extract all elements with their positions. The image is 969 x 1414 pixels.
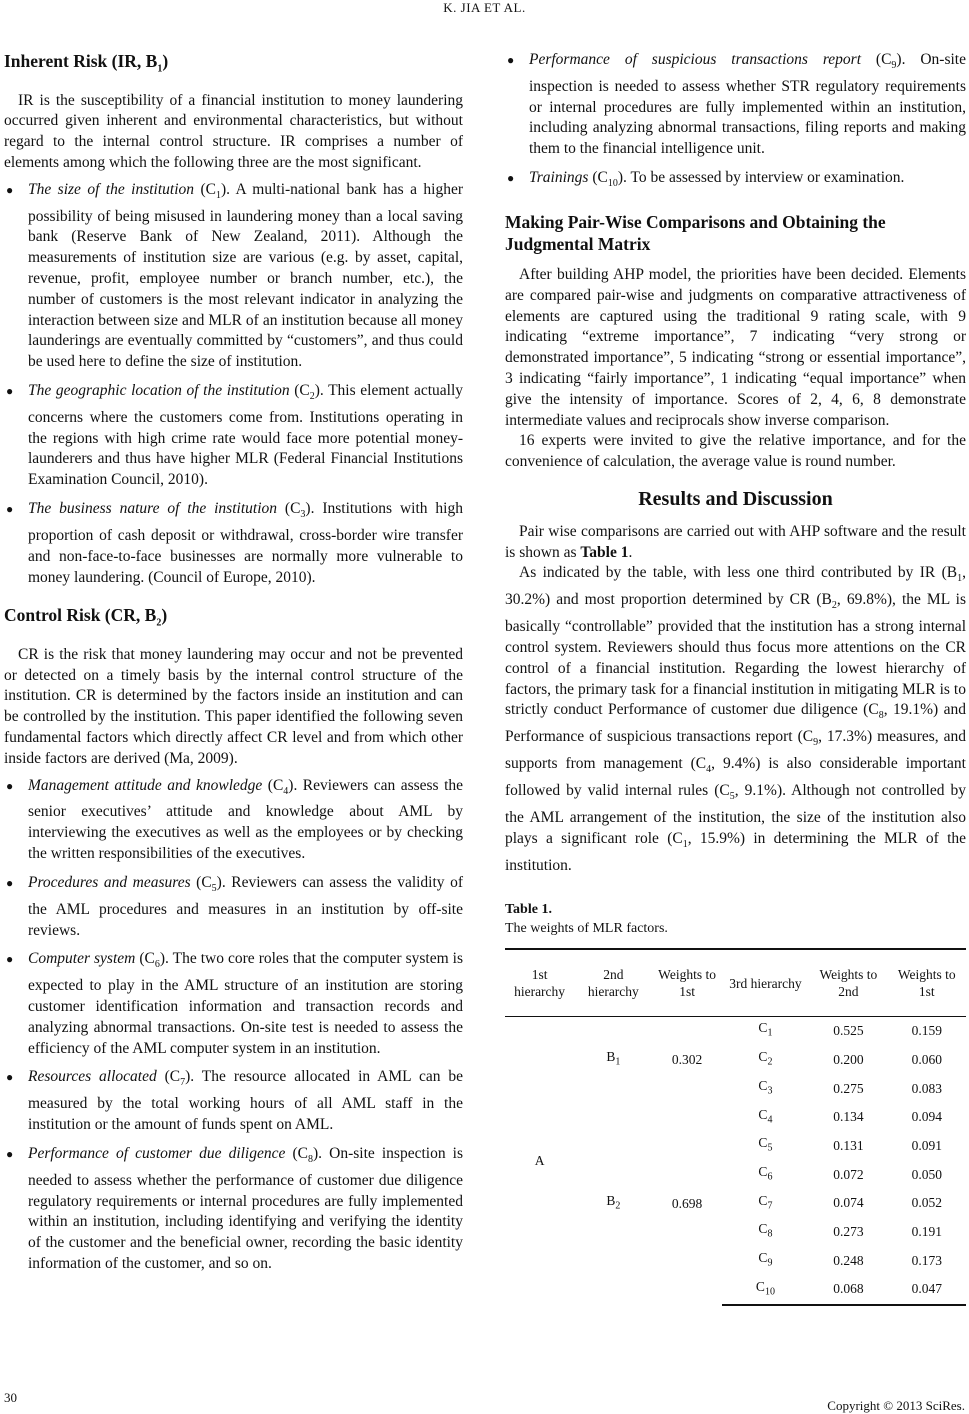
table-cell-weight: 0.060 bbox=[911, 1051, 942, 1067]
table-cell-weight: 0.200 bbox=[833, 1051, 864, 1067]
list-item: ● The business nature of the institution $(C_3)$. Institutions with high proportion of cash deposit or withdrawal, cross-border wire transfer and non-face-to-face businesses are normally more vulnerable to money laundering. (Council of Europe, 2010). bbox=[6, 500, 463, 586]
cr-factor-list bbox=[4, 776, 463, 1275]
table-cell-weight: 0.302 bbox=[671, 1051, 703, 1067]
table-cell-level2: $B_1$ bbox=[606, 1049, 621, 1068]
table-header-cell: 2nd hierarchy bbox=[574, 949, 652, 1017]
table-cell-weight: 0.525 bbox=[833, 1023, 864, 1039]
list-item: ● Performance of customer due diligence $(C_8)$. On-site inspection is needed to assess whether the performance of customer due diligence regulatory requirements or internal procedures are fully implemented within an institution, including identifying and verifying the identity of the customer and the beneficial owner, recording the basic identity information of the customer, and so on. bbox=[6, 1144, 464, 1272]
bullet-icon: ● bbox=[6, 383, 14, 398]
cr-factor-list-continued bbox=[505, 50, 966, 195]
table-cell-weight: 0.275 bbox=[833, 1080, 864, 1096]
table-header-cell: 1st hierarchy bbox=[505, 949, 574, 1017]
table-cell-factor: $C_9$ bbox=[758, 1249, 773, 1269]
table-cell-weight: 0.052 bbox=[911, 1195, 942, 1211]
bullet-icon: ● bbox=[6, 952, 14, 967]
table-cell-weight: 0.094 bbox=[911, 1109, 942, 1125]
table-cell-weight: 0.091 bbox=[911, 1138, 942, 1154]
table-row bbox=[505, 1017, 966, 1046]
table-cell-weight: 0.191 bbox=[911, 1224, 942, 1240]
table-header-cell: Weights to 2nd bbox=[809, 949, 887, 1017]
table-cell-weight: 0.072 bbox=[833, 1166, 864, 1182]
bullet-icon: ● bbox=[6, 182, 14, 197]
table-cell-weight: 0.083 bbox=[911, 1080, 942, 1096]
right-column bbox=[505, 50, 966, 1306]
table-header-row bbox=[505, 949, 966, 1017]
table-cell-factor: $C_5$ bbox=[758, 1135, 773, 1154]
table-header-cell: 3rd hierarchy bbox=[722, 949, 810, 1017]
table-caption bbox=[505, 900, 966, 938]
paragraph-ir-intro: IR is the susceptibility of a financial institution to money laundering occurred given inherent and environmental characteristics, but without regard to the internal control structure. IR comprises a number of elements among which the following three are the most significant. bbox=[4, 91, 463, 171]
list-item: ● The geographic location of the institution $(C_2)$. This element actually concerns where the customers come from. Institutions operating in the regions with high crime rate would face more potential money-launderers and thus have higher MLR (Federal Financial Institutions Examination Council, 2010). bbox=[6, 381, 463, 489]
section-title-control-risk: Control Risk (CR, $B_2$) bbox=[4, 605, 168, 629]
table-cell-weight: 0.159 bbox=[911, 1023, 942, 1039]
table-cell-factor: $C_7$ bbox=[758, 1192, 773, 1212]
list-item: ● Trainings $(C_{10})$. To be assessed by interview or examination. bbox=[507, 169, 905, 190]
table-cell-factor: $C_2$ bbox=[758, 1049, 773, 1068]
table-cell-weight: 0.173 bbox=[911, 1252, 942, 1268]
bullet-icon: ● bbox=[6, 1070, 14, 1085]
table-cell-factor: $C_4$ bbox=[758, 1106, 773, 1126]
section-title-results: Results and Discussion bbox=[638, 487, 833, 510]
table-cell-factor: $C_8$ bbox=[758, 1221, 773, 1240]
table-header-cell: Weights to 1st bbox=[653, 949, 722, 1017]
section-title-pairwise: Making Pair-Wise Comparisons and Obtaining the Judgmental Matrix bbox=[505, 211, 886, 254]
table-header-cell: Weights to 1st bbox=[888, 949, 966, 1017]
paragraph-pairwise-1: After building AHP model, the priorities have been decided. Elements are compared pair-wise and judgments on comparative attractiveness of elements are captured using the traditional 9 rating scale, with 9 indicating “extreme importance”, 7 indicating “very strong or demonstrated importance”, 5 indicating “strong or essential importance”, 3 indicating “fairly importance”, 1 indicating “equal importance” when give the intensity of importance. Scores of 2, 4, 6, 8 demonstrate intermediate values and reciprocals show inverse comparison. bbox=[505, 265, 966, 429]
table-cell-level2: $B_2$ bbox=[606, 1193, 621, 1212]
table-cell-weight: 0.047 bbox=[888, 1276, 966, 1306]
list-item: ● Resources allocated $(C_7)$. The resource allocated in AML can be measured by the total working hours of all AML staff in the institution or the amount of funds spent on AML. bbox=[6, 1068, 464, 1134]
table-cell-weight: 0.134 bbox=[833, 1109, 864, 1125]
paragraph-cr-intro: CR is the risk that money laundering may occur and not be prevented or detected on a timely basis by the internal control structure of the institution. CR is determined by the factors inside an institution and can be controlled by the institution. This paper identified the following seven fundamental factors which directly affect CR level and from which other inside factors are derived (Ma, 2009). bbox=[4, 645, 463, 767]
list-item: ● The size of the institution $(C_1)$. A multi-national bank has a higher possibility of being misused in laundering money than a local saving bank (Reserve Bank of New Zealand, 2011). Although the measurements of institution size are various (e.g. by asset, capital, revenue, profit, employee number or branch number, etc.), the number of customers is the most relevant indicator in analyzing the interaction between size and MLR of an institution because all money launderings are eventually committed by “customers”, and thus could be used here to define the size of institution. bbox=[6, 180, 464, 371]
left-column bbox=[4, 50, 463, 1283]
table-label: Table 1. bbox=[505, 902, 552, 918]
paragraph-pairwise-2: 16 experts were invited to give the relative importance, and for the convenience of calculation, the average value is round number. bbox=[505, 432, 966, 471]
table-cell-factor: $C_1$ bbox=[758, 1020, 773, 1040]
paragraph-results-2: As indicated by the table, with less one third contributed by IR ($B_1$, 30.2%) and most proportion determined by CR ($B_2$, 69.8%), the ML is basically “controllable” provided that the institution has a strong internal control system. Reviewers should thus focus more attentions on the CR control of a financial institution. Regarding the lowest hierarchy of factors, the primary task for a financial institution in mitigating MLR is to strictly conduct Performance of customer due diligence ($C_8$, 19.1%) and Performance of suspicious transactions report ($C_9$, 17.3%) measures, and supports from management ($C_4$, 9.4%) is also considerable important followed by valid internal rules ($C_5$, 9.1%). Although not controlled by the AML arrangement of the institution, the size of the institution also plays a significant role ($C_1$, 15.9%) in determining the MLR of the institution. bbox=[505, 564, 967, 874]
bullet-icon: ● bbox=[6, 1146, 14, 1161]
bullet-icon: ● bbox=[6, 875, 14, 890]
table-reference: Table 1 bbox=[580, 543, 629, 561]
table-cell-weight: 0.248 bbox=[833, 1252, 864, 1268]
list-item: ● Management attitude and knowledge $(C_4)$. Reviewers can assess the senior executives’ attitude and knowledge about AML by interviewing the executives as well as the employees or by checking the written responsibilities of the executives. bbox=[6, 776, 464, 863]
table-cell-weight: 0.068 bbox=[809, 1276, 887, 1306]
section-title-inherent-risk: Inherent Risk (IR, $B_1$) bbox=[4, 51, 169, 75]
table-cell-level1: A bbox=[534, 1152, 545, 1168]
table-cell-factor: $C_3$ bbox=[758, 1077, 773, 1097]
table-cell-weight: 0.131 bbox=[833, 1138, 864, 1154]
table-cell-factor: $C_6$ bbox=[758, 1163, 773, 1183]
table-title: The weights of MLR factors. bbox=[505, 921, 668, 937]
bullet-icon: ● bbox=[507, 171, 515, 186]
table-row bbox=[505, 1103, 966, 1132]
table-cell-factor: $C_{10}$ bbox=[722, 1276, 810, 1306]
running-header: K. JIA ET AL. bbox=[443, 0, 526, 15]
bullet-icon: ● bbox=[507, 53, 515, 67]
weights-table bbox=[505, 948, 966, 1306]
table-cell-weight: 0.074 bbox=[833, 1195, 864, 1211]
paragraph-results-1: Pair wise comparisons are carried out with AHP software and the result is shown as Table 1. bbox=[505, 522, 966, 561]
page-number: 30 bbox=[4, 1390, 17, 1405]
table-cell-weight: 0.050 bbox=[911, 1166, 942, 1182]
table-cell-weight: 0.698 bbox=[671, 1195, 703, 1211]
bullet-icon: ● bbox=[6, 502, 14, 517]
copyright-notice: Copyright © 2013 SciRes. bbox=[827, 1398, 965, 1413]
list-item: ● Procedures and measures $(C_5)$. Reviewers can assess the validity of the AML procedures and measures in an institution by off-site reviews. bbox=[6, 873, 463, 939]
table-cell-weight: 0.273 bbox=[833, 1224, 864, 1240]
list-item: ● Performance of suspicious transactions report $(C_9)$. On-site inspection is needed to assess whether STR regulatory requirements or internal procedures are fully implemented within an institution, including analyzing abnormal transactions, filing reports and making them to the financial intelligence unit. bbox=[507, 51, 966, 158]
bullet-icon: ● bbox=[6, 778, 14, 793]
ir-factor-list bbox=[4, 180, 463, 589]
list-item: ● Computer system $(C_6)$. The two core roles that the computer system is expected to play in the AML structure of an institution are storing customer identification information and transaction records and analyzing abnormal transactions. On-site test is needed to assess the efficiency of the AML computer system in an institution. bbox=[6, 950, 463, 1057]
